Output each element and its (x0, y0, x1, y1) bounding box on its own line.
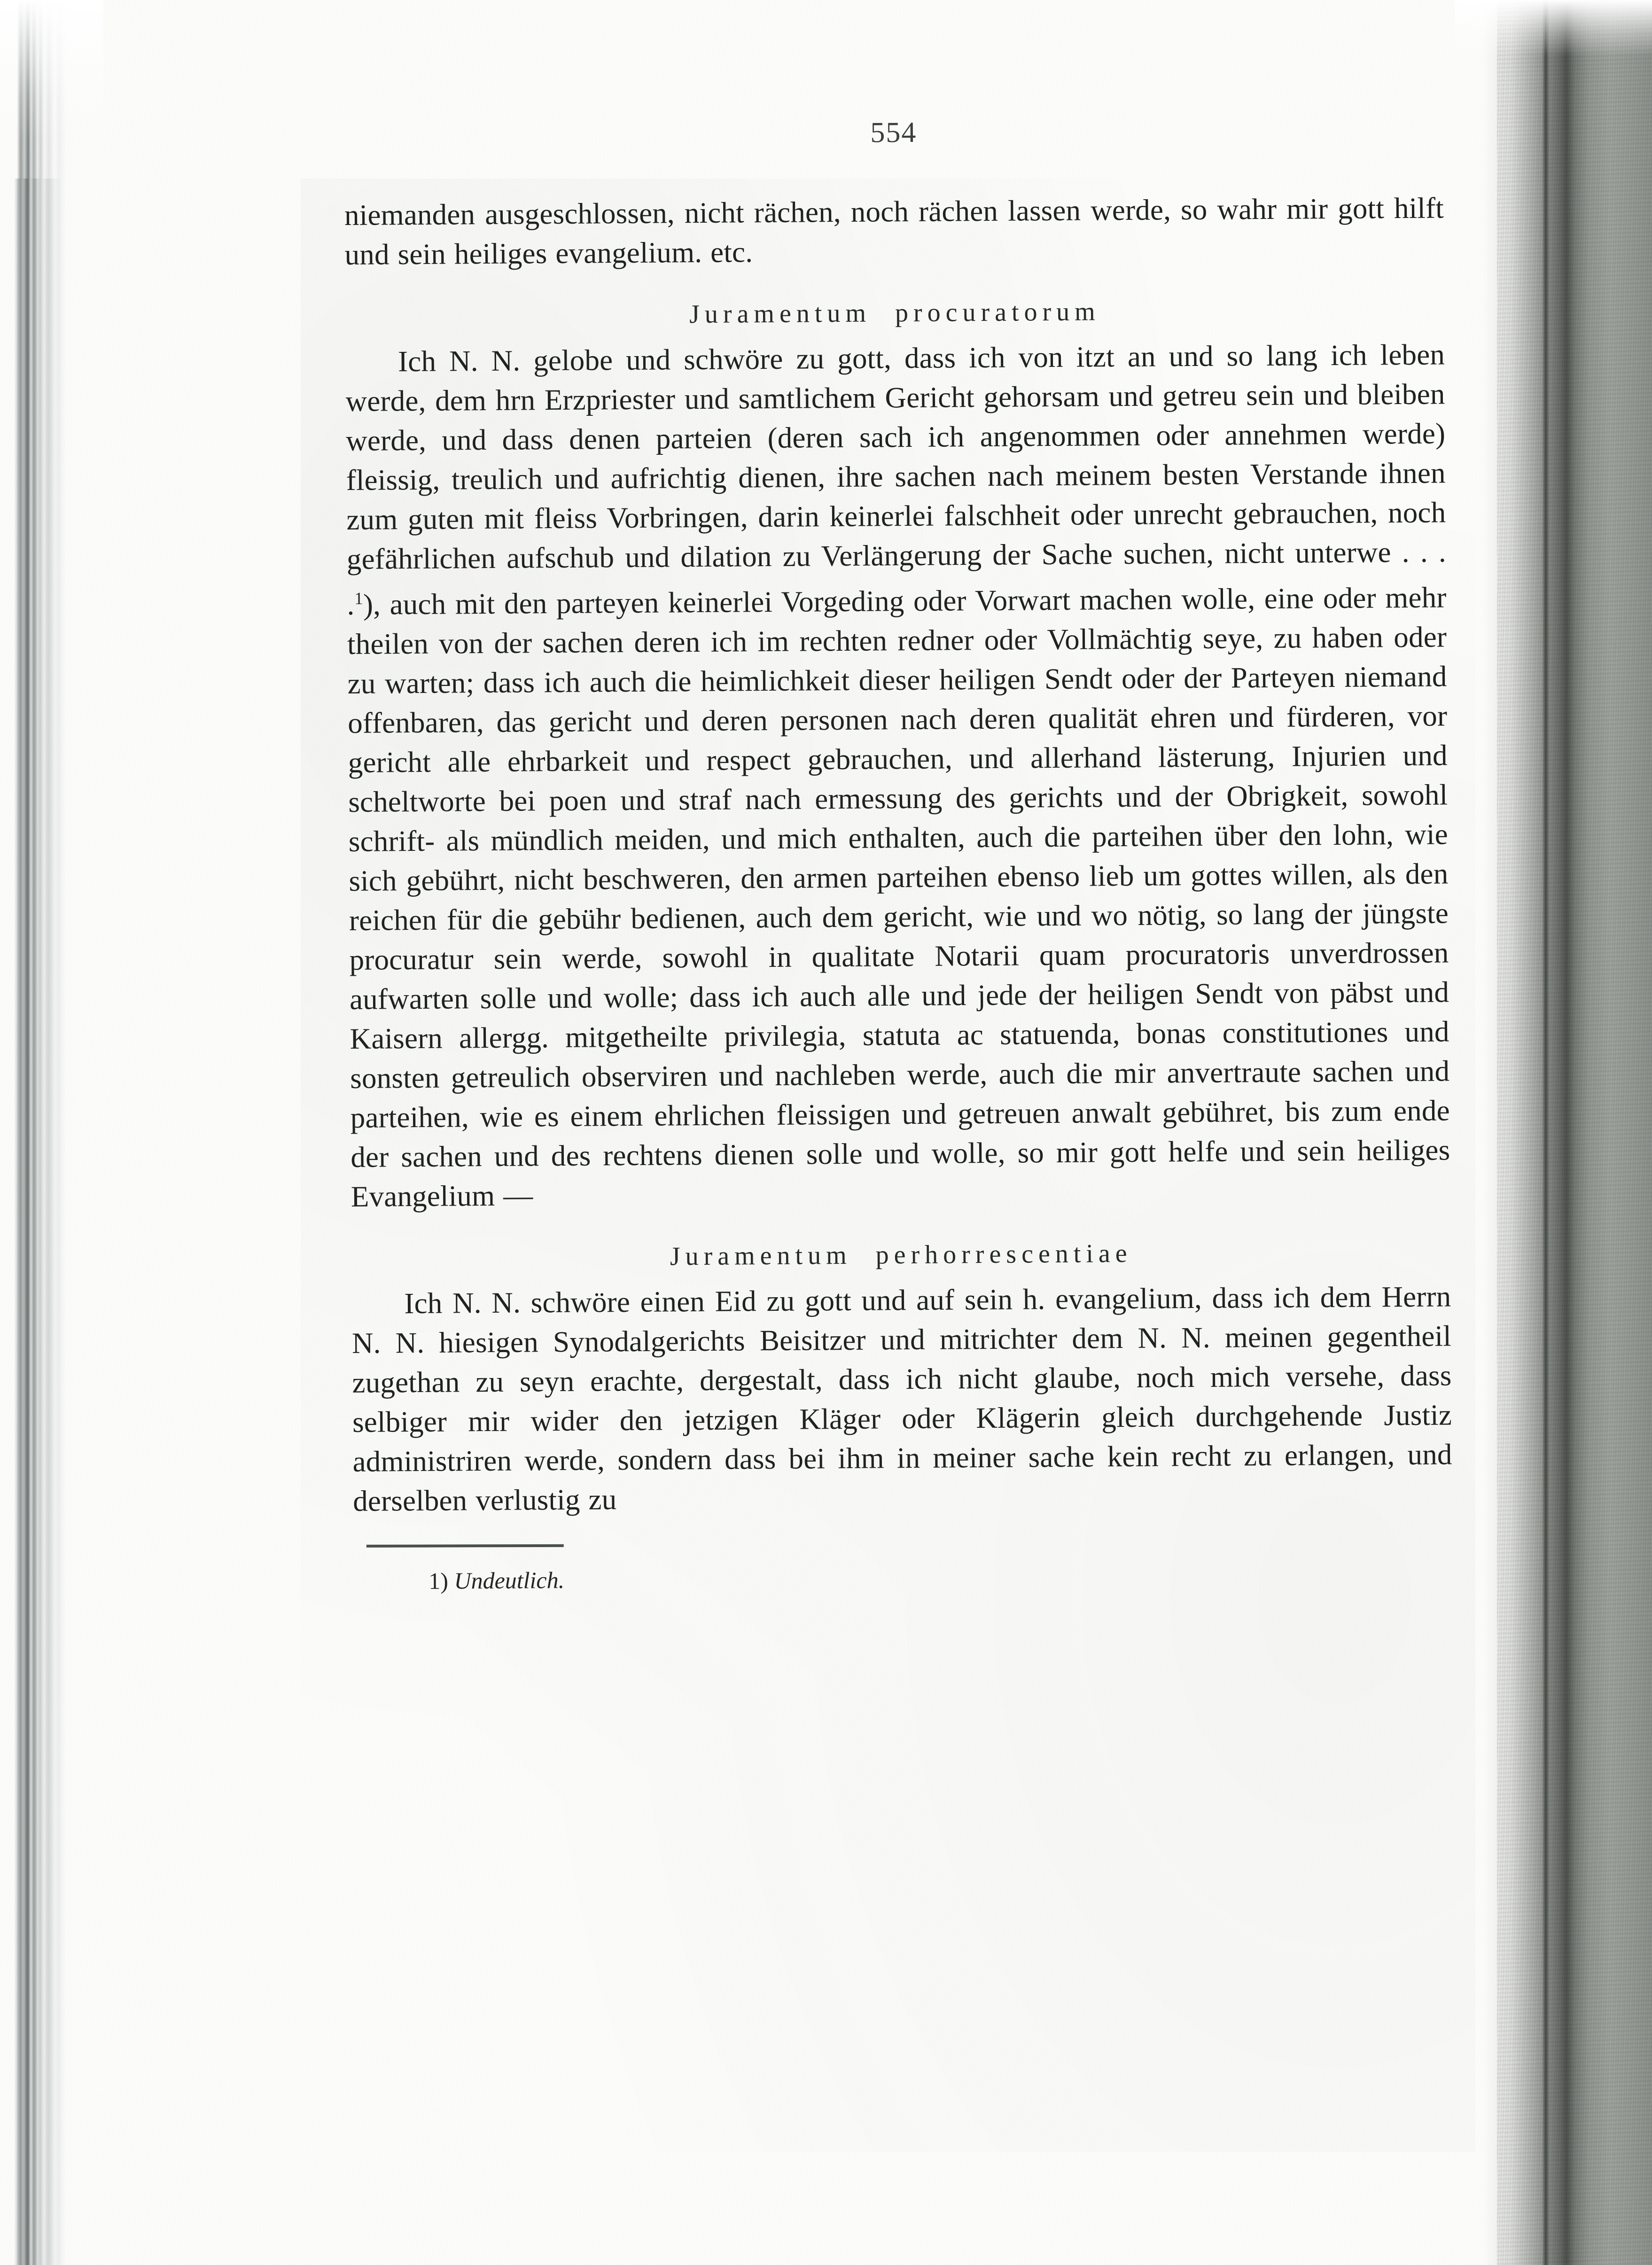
continued-paragraph: niemanden ausgeschlossen, nicht rächen, noch rächen lassen werde, so wahr mir gott hilft und sein heiliges evangelium. etc. (344, 191, 1444, 271)
footnote-marker: 1) (429, 1567, 449, 1594)
oath-heading-procuratorum: Juramentum procuratorum (689, 297, 1100, 329)
oath-body-procuratorum (345, 335, 1450, 1216)
footnote-separator-rule (366, 1544, 564, 1548)
oath-text-part-1: Ich N. N. gelobe und schwöre zu gott, dass ich von itzt an und so lang ich leben werde, dem hrn Erzpriester und samtlichem Gericht gehorsam und getreu sein und bleiben werde, und dass denen parteien (deren sach ich angenommen oder annehmen werde) fleissig, treulich und aufrichtig dienen, ihre sachen nach meinem besten Verstande ihnen zum guten mit fleiss Vorbringen, darin keinerlei falschheit oder unrecht gebrauchen, noch gefährlichen aufschub und dilation zu Verlängerung der Sache suchen, nicht unterwe . . . . (345, 338, 1447, 621)
oath-body-perhorrescentiae: Ich N. N. schwöre einen Eid zu gott und auf sein h. evangelium, dass ich dem Herrn N. N. hiesigen Synodalgerichts Beisitzer und mitrichter dem N. N. meinen gegentheil zugethan zu seyn erachte, dergestalt, dass ich nicht glaube, noch mich versehe, dass selbiger mir wider den jetzigen Kläger oder Klägerin gleich durchgehende Justiz administriren werde, sondern dass bei ihm in meiner sache kein recht zu erlangen, und derselben verlustig zu (351, 1280, 1452, 1518)
footnote-entry (429, 1559, 1453, 1595)
page-number: 554 (870, 116, 917, 149)
footnote-reference-1: 1 (354, 588, 364, 608)
footnote-body: Undeutlich. (454, 1566, 565, 1594)
left-edge-top-fade (0, 0, 103, 141)
left-binding-streaks-secondary (0, 179, 80, 2265)
right-gutter-top-fade (1455, 0, 1652, 56)
left-binding-streaks (0, 0, 94, 2265)
right-gutter-texture (1497, 0, 1652, 2265)
page-text-column (343, 0, 1453, 1596)
oath-heading-perhorrescentiae: Juramentum perhorrescentiae (670, 1238, 1132, 1271)
right-gutter-shadow (1455, 0, 1652, 2265)
right-gutter-core-line (1542, 0, 1550, 2265)
oath-text-part-2: ), auch mit den parteyen keinerlei Vorgeding oder Vorwart machen wolle, eine oder mehr theilen von der sachen deren ich im rechten redner oder Vollmächtig seye, zu haben oder zu warten; dass ich auch die heimlichkeit dieser heiligen Sendt oder der Parteyen niemand offenbaren, das gericht und deren personen nach deren qualität ehren und fürderen, vor gericht alle ehrbarkeit und respect gebrauchen, und allerhand lästerung, Injurien und scheltworte bei poen und straf nach ermessung des gerichts und der Obrigkeit, sowohl schrift- als mündlich meiden, und mich enthalten, auch die parteihen über den lohn, wie sich gebührt, nicht beschweren, den armen parteihen ebenso lieb um gottes willen, als den reichen für die gebühr bedienen, auch dem gericht, wie und wo nötig, so lang der jüngste procuratur sein werde, sowohl in qualitate Notarii quam procuratoris unverdrossen aufwarten solle und wolle; dass ich auch alle und jede der heiligen Sendt von päbst und Kaisern allergg. mitgetheilte privilegia, statuta ac statuenda, bonas constitutiones und sonsten getreulich observiren und nachleben werde, auch die mir anvertraute sachen und parteihen, wie es einem ehrlichen fleissigen und getreuen anwalt gebühret, bis zum ende der sachen und des rechtens dienen solle und wolle, so mir gott helfe und sein heiliges Evangelium — (347, 581, 1450, 1213)
footnote-area (353, 1538, 1453, 1596)
